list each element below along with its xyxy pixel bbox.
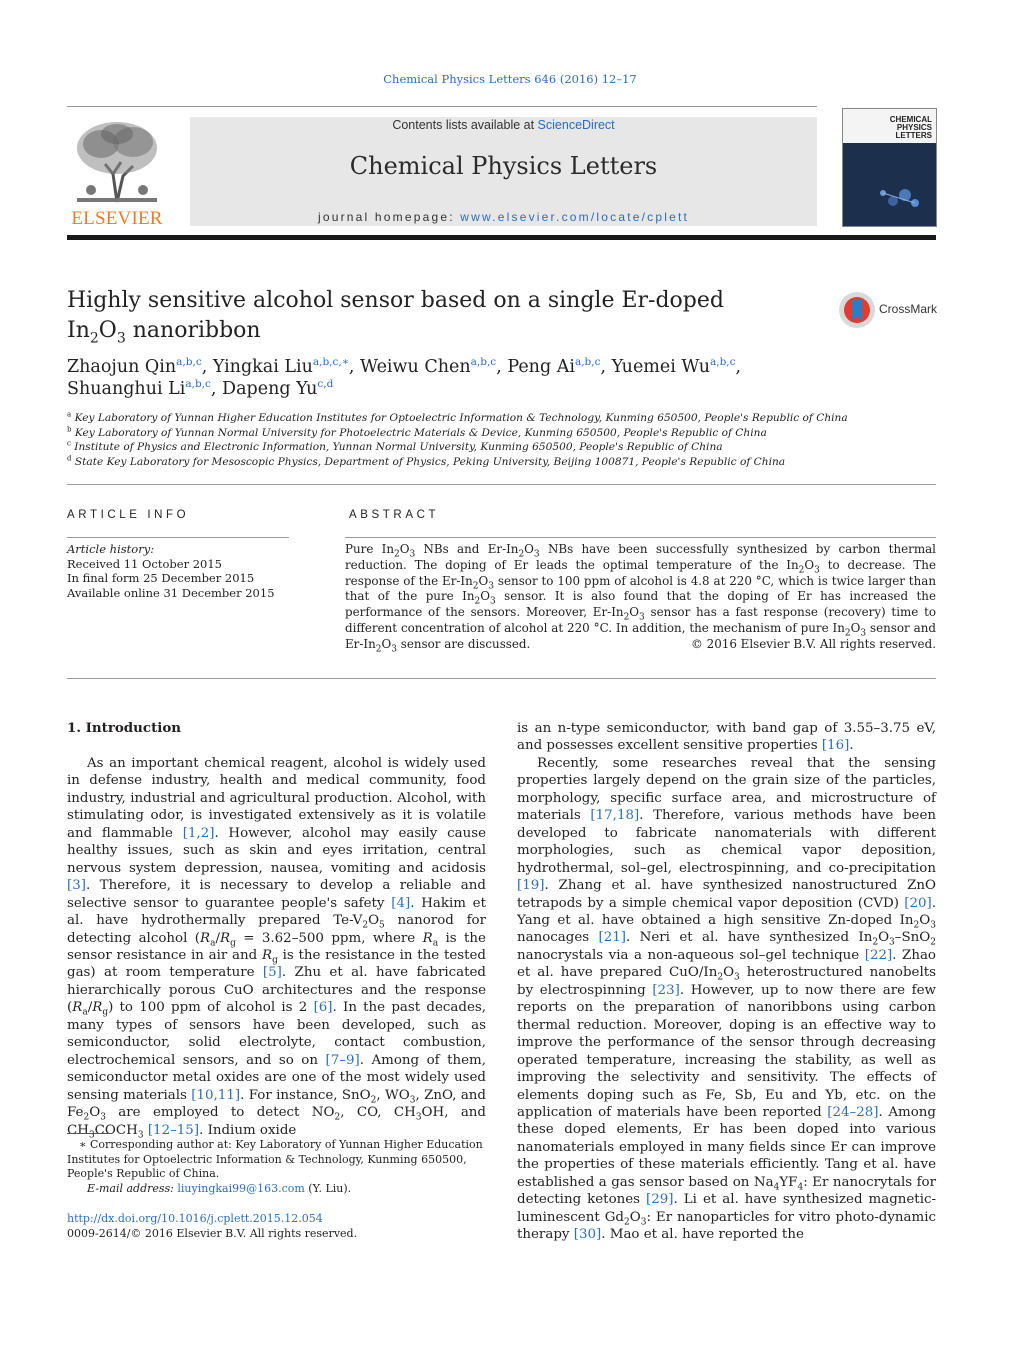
abstract-body: Pure $In_2O_3$ NBs and $Er-In_2O_3$ NBs have been successfully synthesized by carbon thermal reduction. The doping of Er leads the optimal temperature of the $In_2O_3$ to decrease. The response of the $Er-In_2O_3$ sensor to 100 ppm of alcohol is 4.8 at 220 °C, which is twice larger than that of the pure $In_2O_3$ sensor. It is also found that the doping of Er has increased the performance of the sensors. Moreover, $Er-In_2O_3$ sensor has a fast response (recovery) time to different concentration of alcohol at 220 °C. In addition, the mechanism of pure $In_2O_3$ sensor and $Er-In_2O_3$ sensor are discussed. [345,542,937,655]
email-link[interactable]: liuyingkai99@163.com [177,1181,305,1195]
citation-link[interactable]: [3] [67,878,86,894]
affiliation-item [67,411,936,426]
doi-block [67,1211,486,1241]
crossmark-label: CrossMark [879,302,938,316]
intro-paragraph: is an n-type semiconductor, with band gap of 3.55–3.75 eV, and possesses excellent sensitive properties [16]. [517,721,936,754]
author-name[interactable]: Yingkai Liu [212,357,313,377]
journal-cover-thumbnail[interactable] [842,108,937,227]
author-affil-sup[interactable]: c,d [317,378,334,391]
publisher-wordmark: ELSEVIER [71,208,163,229]
contents-prefix: Contents lists available at [392,118,538,132]
corresponding-author-footnote [67,1138,486,1196]
article-info-heading: ARTICLE INFO [67,509,190,521]
author-separator: , [735,357,742,377]
author-name[interactable]: Shuanghui Li [67,379,186,399]
intro-paragraph: Recently, some researches reveal that the sensing properties largely depend on the grain size of the particles, morphology, specific surface area, and microstructure of materials [17,18]. Therefore, various methods have been developed to fabricate nanomaterials with different morphologies, such as chemical vapor deposition, hydrothermal, sol–gel, electrospinning, and co-precipitation [19]. Zhang et al. have synthesized nanostructured ZnO tetrapods by a simple chemical vapor deposition (CVD) [20]. Yang et al. have obtained a high sensitive Zn-doped $In_2O_3$ nanocages [21]. Neri et al. have synthesized $In_2O_3-SnO_2$ nanocrystals via a non-aqueous sol–gel technique [22]. Zhao et al. have prepared CuO/$In_2O_3$ heterostructured nanobelts by electrospinning [23]. However, up to now there are few reports on the preparation of nanoribbons using carbon thermal reduction. Moreover, doping is an effective way to improve the performance of the sensor through decreasing operated temperature, increasing the stability, as well as improving the selectivity and sensitivity. The effects of elements doping such as Fe, Sb, Eu and Yb, etc. on the application of materials have been reported [24–28]. Among these doped elements, Er has been doped into various nanomaterials employed in many fields since Er can improve the properties of these materials efficiently. Tang et al. have established a gas sensor based on $Na_4YF_4$: Er nanocrytals for detecting ketones [29]. Li et al. have synthesized magnetic-luminescent $Gd_2O_3$: Er nanoparticles for vitro photo-dynamic therapy [30]. Mao et al. have reported the [517,755,937,1243]
author-affil-sup[interactable]: a,b,c [185,378,211,391]
citation-link[interactable]: [19] [517,878,545,894]
affiliation-item [67,426,936,441]
affiliation-item [67,455,936,470]
author-affil-sup[interactable]: a,b,c [470,356,497,369]
homepage-prefix: journal homepage: [317,210,461,224]
author-affil-sup[interactable]: a,b,c [709,356,736,369]
affiliation-key: b [67,424,72,433]
header-thick-rule [67,235,936,240]
title-subscript: 3 [116,330,126,347]
journal-name: Chemical Physics Letters [349,152,658,180]
author-list [67,356,936,400]
author-affil-sup[interactable]: a,b,c [574,356,601,369]
citation-link[interactable]: [6] [313,1000,333,1016]
abstract-heading: ABSTRACT [349,509,440,521]
citation-link[interactable]: [10,11] [191,1087,241,1103]
title-line-2 [67,316,767,346]
affiliation-item [67,440,936,455]
author-line-2 [67,378,936,400]
abstract-rule [345,537,936,538]
crossmark-badge[interactable] [838,290,938,330]
title-line-1: Highly sensitive alcohol sensor based on a single Er-doped [67,288,724,313]
citation-link[interactable]: [21] [598,930,627,946]
history-label: Article history: [67,542,155,556]
affiliation-text: Key Laboratory of Yunnan Normal University for Photoelectric Materials & Device, Kunming 650500, People's Republic of China [74,426,767,439]
citation-link[interactable]: [16] [821,738,850,754]
crossmark-icon [838,291,876,329]
cover-title-line: CHEMICAL [889,115,932,124]
abstract-divider [67,678,936,679]
author-separator: , [210,379,223,399]
author-name[interactable]: Dapeng Yu [222,379,318,399]
affiliation-text: Key Laboratory of Yunnan Higher Education Institutes for Optoelectric Information & Technology, Kunming 650500, People's Republic of China [74,412,848,424]
issn-line: 0009-2614/© 2016 Elsevier B.V. All rights reserved. [67,1227,358,1240]
citation-link[interactable]: [1,2] [182,825,215,841]
affiliation-divider [67,484,936,485]
history-online: Available online 31 December 2015 [67,585,275,600]
abstract-copyright: © 2016 Elsevier B.V. All rights reserved. [690,637,936,651]
cover-title [872,116,932,140]
author-name[interactable]: Peng Ai [507,357,575,377]
title-text: nanoribbon [125,318,261,343]
cover-title-line: LETTERS [895,131,932,140]
author-line-1 [67,356,936,378]
author-name[interactable]: Yuemei Wu [611,357,710,377]
header-top-rule [67,106,817,107]
cover-artwork [843,143,936,226]
affiliation-key: a [67,410,72,419]
citation-link[interactable]: [4] [391,895,411,911]
history-revised: In final form 25 December 2015 [67,571,255,585]
intro-left-column [67,755,486,1139]
article-history [67,542,289,600]
footnote-email-line [67,1182,486,1197]
citation-link[interactable]: [17,18] [590,808,640,824]
citation-link[interactable]: [12–15] [147,1122,200,1138]
intro-right-column [517,720,936,1244]
journal-reference[interactable]: Chemical Physics Letters 646 (2016) 12–17 [383,72,637,86]
author-name[interactable]: Zhaojun Qin [67,357,177,377]
citation-link[interactable]: [5] [262,965,282,981]
affiliation-text: Institute of Physics and Electronic Information, Yunnan Normal University, Kunming 650500, People's Republic of China [74,441,723,453]
author-separator: , [600,357,612,377]
author-affil-sup[interactable]: a,b,c [176,356,202,369]
affiliation-text: State Key Laboratory for Mesoscopic Physics, Department of Physics, Peking University, Beijing 100871, People's Republic of China [74,455,786,468]
citation-link[interactable]: [7–9] [325,1052,360,1068]
contents-line [190,118,817,132]
citation-link[interactable]: [23] [652,982,680,998]
cover-title-line: PHYSICS [896,123,932,132]
citation-link[interactable]: [22] [864,947,893,963]
footnote-rule [67,1133,112,1134]
author-name[interactable]: Weiwu Chen [360,357,471,377]
affiliation-key: c [67,439,71,448]
citation-link[interactable]: [29] [646,1192,674,1208]
title-text: In [67,318,90,343]
author-separator: , [201,357,213,377]
citation-link[interactable]: [30] [573,1227,602,1243]
email-suffix: (Y. Liu). [304,1181,352,1195]
author-separator: , [496,357,508,377]
journal-homepage-line [190,210,817,224]
article-info-rule [67,537,289,538]
title-subscript: 2 [89,330,99,347]
footnote-corresponding: ∗ Corresponding author at: Key Laboratory of Yunnan Higher Education Institutes for Optoelectric Information & Technology, Kunming 650500, People's Republic of China. [67,1138,483,1180]
homepage-link[interactable]: www.elsevier.com/locate/cplett [460,210,690,224]
email-label: E-mail address: [87,1181,178,1195]
title-text: O [98,318,117,343]
affiliation-key: d [67,453,72,462]
affiliation-list [67,411,936,469]
intro-paragraph: As an important chemical reagent, alcohol is widely used in defense industry, health and medical community, food industry, industrial and agricultural production. Alcohol, with stimulating odor, is investigated extensively as it is volatile and flammable [1,2]. However, alcohol may easily cause healthy issues, such as skin and eyes irritation, central nervous system depression, nausea, vomiting and acidosis [3]. Therefore, it is necessary to develop a reliable and selective sensor to guarantee people's safety [4]. Hakim et al. have hydrothermally prepared $Te-V_2O_5$ nanorod for detecting alcohol ($R_a/R_g = 3.62-500$ ppm, where $R_a$ is the sensor resistance in air and $R_g$ is the resistance in the tested gas) at room temperature [5]. Zhu et al. have fabricated hierarchically porous CuO architectures and the response $(R_a/R_g)$ to 100 ppm of alcohol is 2 [6]. In the past decades, many types of sensors have been developed, such as semiconductor, solid electrolyte, contact combustion, electrochemical sensors, and so on [7–9]. Among of them, semiconductor metal oxides are one of the most widely used sensing materials [10,11]. For instance, SnO$_2$, $WO_3$, ZnO, and $Fe_2O_3$ are employed to detect $NO_2$, CO, $CH_3OH$, and $CH_3COCH_3$ [12–15]. Indium oxide [67,756,487,1141]
author-separator: , [348,357,361,377]
citation-link[interactable]: [20] [904,895,932,911]
history-received: Received 11 October 2015 [67,556,222,571]
author-affil-sup[interactable]: a,b,c,∗ [312,356,349,369]
sciencedirect-link[interactable]: ScienceDirect [537,118,615,132]
section-heading-introduction: 1. Introduction [67,720,182,736]
doi-link[interactable]: http://dx.doi.org/10.1016/j.cplett.2015.12.054 [67,1212,323,1225]
article-title [67,286,767,346]
citation-link[interactable]: [24–28] [827,1104,879,1120]
